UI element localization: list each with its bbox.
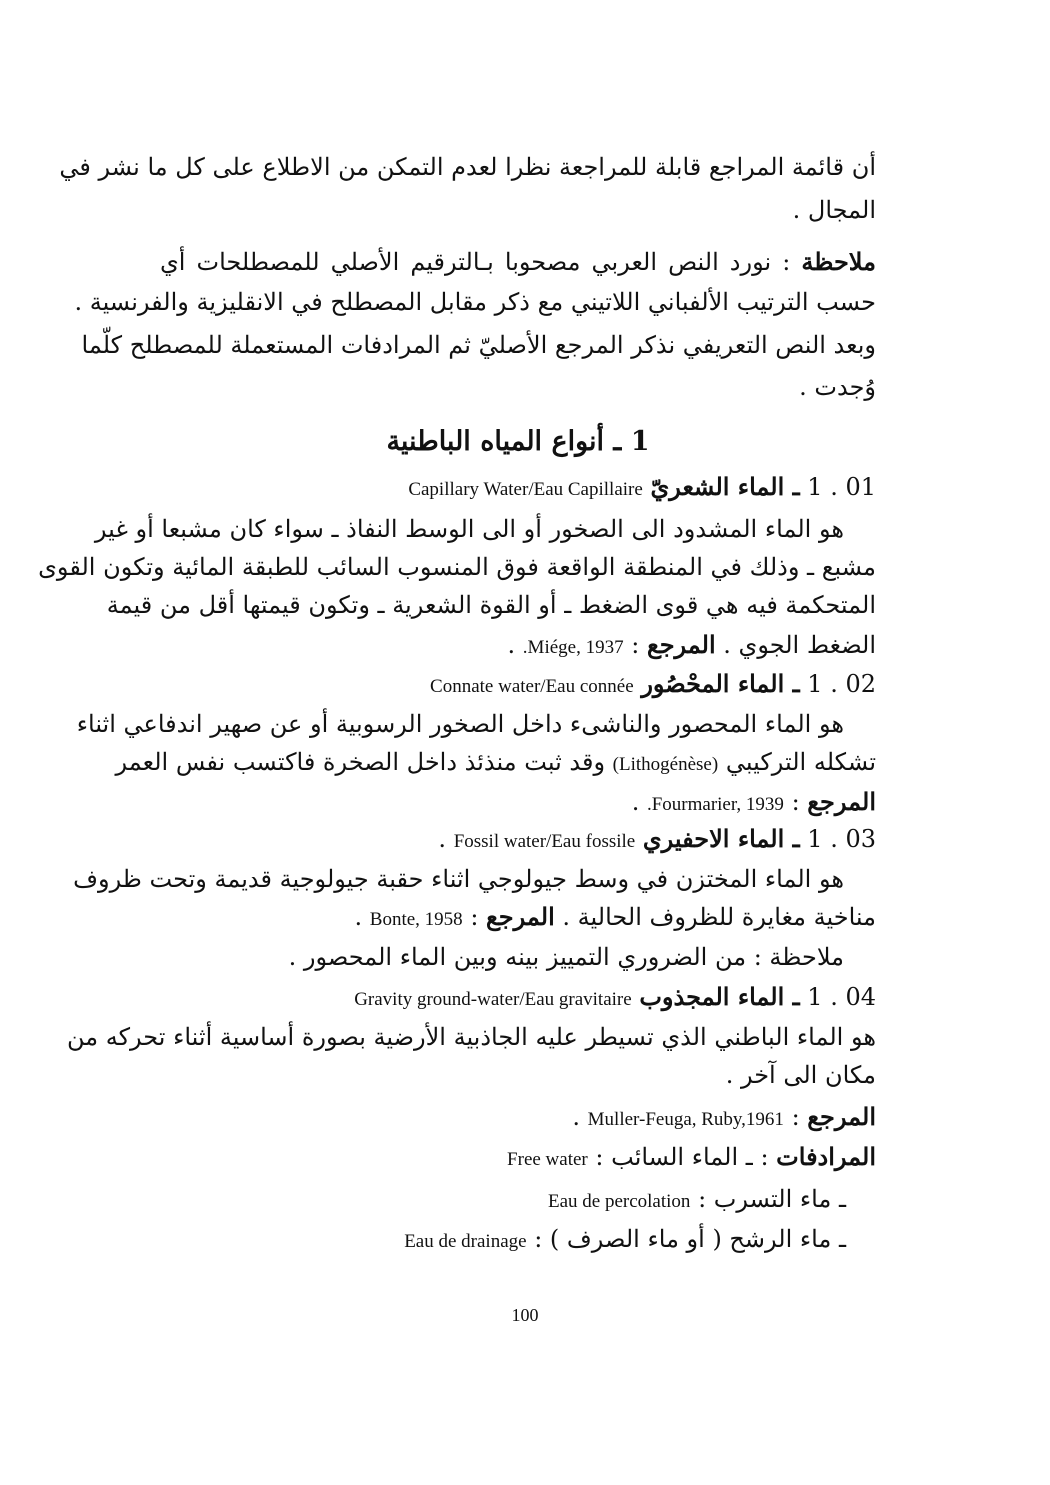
entry-text-line: المتحكمة فيه هي قوى الضغط ـ أو القوة الشعرية ـ وتكون قيمتها أقل من قيمة <box>106 591 876 619</box>
entry-latin-term: Fossil water/Eau fossile <box>453 831 636 852</box>
entry-ref-line: المرجع : Muller-Feuga, Ruby,1961 . <box>572 1102 876 1131</box>
synonyms-line-2 <box>160 1182 876 1219</box>
entry-text-line: الضغط الجوي . <box>723 631 876 659</box>
entry-ref-line: مناخية مغايرة للظروف الحالية . المرجع : Bonte, 1958 . <box>354 902 876 931</box>
entry-number: 1 . 02 <box>807 670 876 698</box>
entry-text-line: هو الماء الباطني الذي تسيطر عليه الجاذبية الأرضية بصورة أساسية أثناء تحركه من <box>66 1023 876 1051</box>
synonym-arabic: ـ الماء السائب : <box>595 1143 753 1171</box>
entry-heading-1-04 <box>160 980 876 1017</box>
entry-text-line-mixed <box>115 745 876 782</box>
note-label: ملاحظة <box>801 247 876 276</box>
entry-latin-term: Gravity ground-water/Eau gravitaire <box>354 989 632 1010</box>
ref-label: المرجع <box>807 1102 876 1131</box>
ref-citation: Muller-Feuga, Ruby,1961 <box>587 1109 784 1130</box>
synonyms-label: المرادفات <box>776 1142 876 1171</box>
note-line-2: حسب الترتيب الألفباني اللاتيني مع ذكر مقابل المصطلح في الانقليزية والفرنسية . <box>74 288 876 316</box>
entry-arabic-term: ـ الماء الاحفيري <box>642 824 800 853</box>
entry-text-line: مناخية مغايرة للظروف الحالية . <box>562 903 876 931</box>
entry-heading-1-01 <box>160 470 876 507</box>
page-number: 100 <box>511 1305 539 1325</box>
ref-citation: Miége, 1937. <box>522 637 624 658</box>
section-title: 1 ـ أنواع المياه الباطنية <box>386 426 650 457</box>
entry-number: 1 . 01 <box>807 473 876 501</box>
entry-arabic-term: ـ الماء الشعريّ <box>650 472 800 501</box>
remark-line <box>160 940 876 974</box>
entry-text-part: وقد ثبت منذئذ داخل الصخرة فاكتسب نفس العمر <box>115 748 606 776</box>
entry-number: 1 . 03 <box>807 825 876 853</box>
entry-text-part: تشكله التركيبي <box>725 748 876 776</box>
entry-latin-term: Capillary Water/Eau Capillaire <box>408 479 643 500</box>
entry-text-line: مكان الى آخر . <box>725 1061 876 1089</box>
entry-text-line: هو الماء المختزن في وسط جيولوجي اثناء حقبة جيولوجية قديمة وتحت ظروف <box>73 865 844 893</box>
intro-line-2: المجال . <box>792 196 876 224</box>
entry-text-line: هو الماء المشدود الى الصخور أو الى الوسط النفاذ ـ سواء كان مشبعا أو غير <box>94 515 844 543</box>
entry-latin-term: Connate water/Eau connée <box>430 676 634 697</box>
note-text: : نورد النص العربي مصحوبا بـالترقيم الأصلي للمصطلحات أي <box>160 248 791 276</box>
entry-text-line: هو الماء المحصور والناشىء داخل الصخور الرسوبية أو عن صهير اندفاعي اثناء <box>76 710 844 738</box>
remark-label: ملاحظة <box>769 943 844 971</box>
ref-label: المرجع <box>486 902 555 931</box>
entry-latin-inline: (Lithogénèse) <box>612 754 719 775</box>
synonym-latin: Eau de drainage <box>404 1231 527 1252</box>
remark-text: : من الضروري التمييز بينه وبين الماء المحصور . <box>288 943 762 971</box>
ref-label: المرجع <box>807 787 876 816</box>
synonym-arabic: ـ ماء الرشح ( أو ماء الصرف ) : <box>534 1225 846 1253</box>
entry-text-line: مشبع ـ وذلك في المنطقة الواقعة فوق المنسوب السائب للطبقة المائية وتكون القوى <box>38 553 876 581</box>
entry-heading-1-02 <box>160 667 876 704</box>
synonym-arabic: ـ ماء التسرب : <box>698 1185 846 1213</box>
synonyms-line-1: المرادفات : ـ الماء السائب : Free water <box>507 1142 876 1171</box>
ref-label: المرجع <box>646 630 716 659</box>
entry-heading-1-03: 1 . 03 ـ الماء الاحفيري Fossil water/Eau fossile . <box>160 822 876 859</box>
ref-citation: Bonte, 1958 <box>369 909 463 930</box>
entry-arabic-term: ـ الماء المحْصُور <box>641 669 800 698</box>
synonym-latin: Eau de percolation <box>547 1191 691 1212</box>
intro-line-1: أن قائمة المراجع قابلة للمراجعة نظرا لعدم التمكن من الاطلاع على كل ما نشر في <box>59 153 876 181</box>
ref-citation: Fourmarier, 1939. <box>646 794 784 815</box>
synonyms-line-3 <box>160 1222 876 1259</box>
note-line-1 <box>160 245 876 279</box>
synonym-latin: Free water <box>507 1149 588 1170</box>
entry-number: 1 . 04 <box>807 983 876 1011</box>
entry-ref-line: الضغط الجوي . المرجع : Miége, 1937. . <box>507 630 876 659</box>
note-line-3: وبعد النص التعريفي نذكر المرجع الأصليّ ثم المرادفات المستعملة للمصطلح كلّما <box>81 331 876 359</box>
entry-ref-line: المرجع : Fourmarier, 1939. . <box>631 787 876 816</box>
note-line-4: وُجدت . <box>799 373 876 401</box>
entry-arabic-term: ـ الماء المجذوب <box>639 982 800 1011</box>
